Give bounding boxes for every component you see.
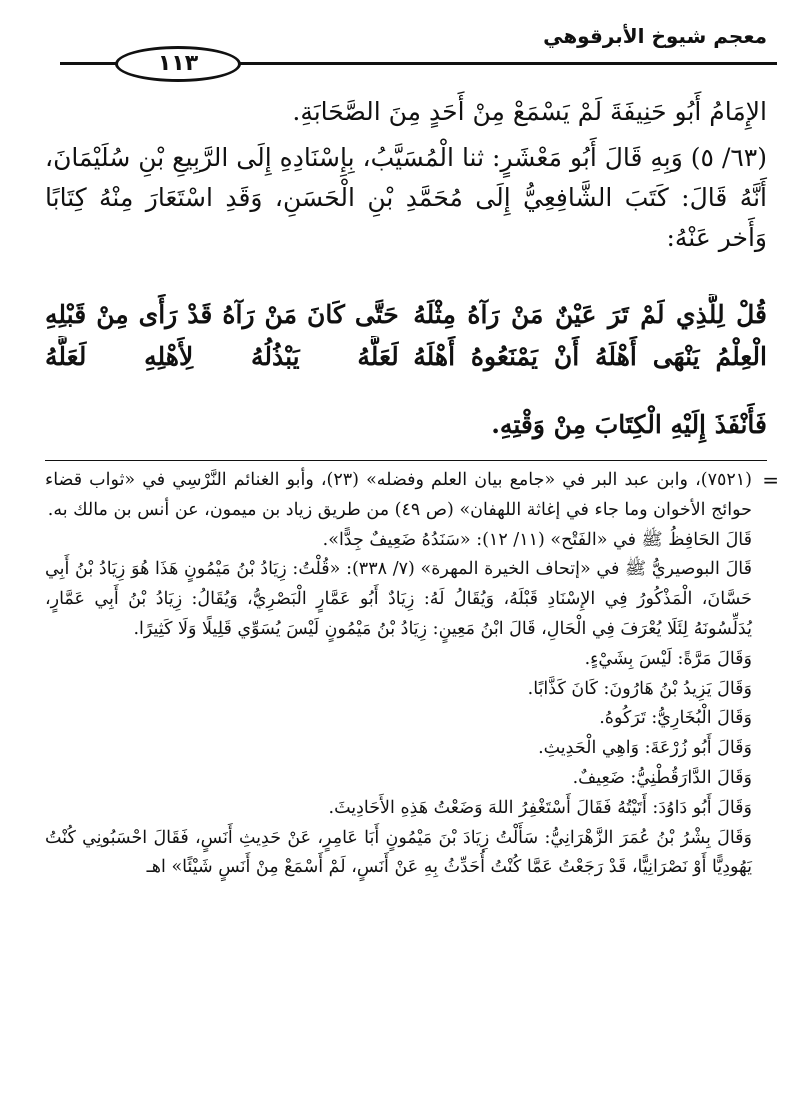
footnote-continuation-mark: =	[762, 468, 779, 492]
page-number: ١١٣	[115, 46, 241, 82]
poem	[45, 294, 767, 378]
footnotes	[45, 466, 752, 883]
verse-1-second-hemistich: حَتَّى كَانَ مَنْ رَآهُ قَدْ رَأَى مِنْ قَبْلِهِ	[45, 300, 399, 329]
footnote-separator	[45, 460, 767, 461]
footnote-line-5: وَقَالَ يَزِيدُ بْنُ هَارُونَ: كَانَ كَذَّابًا.	[527, 678, 752, 699]
running-title: معجم شيوخ الأبرقوهي	[543, 24, 767, 48]
main-paragraph-2: (٦٣/ ٥) وَبِهِ قَالَ أَبُو مَعْشَرٍ: ثنا الْمُسَيَّبُ، بِإِسْنَادِهِ إِلَى الرَّبِيعِ بْنِ سُلَيْمَانَ، أَنَّهُ قَالَ: كَتَبَ الشَّافِعِيُّ إِلَى مُحَمَّدِ بْنِ الْحَسَنِ، وَقَدِ اسْتَعَارَ مِنْهُ كِتَابًا وَأَخر عَنْهُ:	[45, 143, 767, 252]
footnote-line-6: وَقَالَ الْبُخَارِيُّ: تَرَكُوهُ.	[599, 708, 752, 729]
main-paragraph-1: الإِمَامُ أَبُو حَنِيفَةَ لَمْ يَسْمَعْ مِنْ أَحَدٍ مِنَ الصَّحَابَةِ.	[292, 97, 767, 126]
footnote-line-4: وَقَالَ مَرَّةً: لَيْسَ بِشَيْءٍ.	[584, 648, 752, 669]
footnote-line-8: وَقَالَ الدَّارَقُطْنِيُّ: ضَعِيفٌ.	[572, 767, 752, 788]
page-header	[60, 14, 777, 74]
footnote-line-2: قَالَ الحَافِظُ ﷺ في «الفَتْح» (١١/ ١٢): «سَنَدُهُ ضَعِيفٌ جِدًّا».	[322, 529, 752, 550]
footnote-line-9: وَقَالَ أَبُو دَاوُدَ: أَتَيْتُهُ فَقَالَ أَسْتَغْفِرُ اللهَ وَضَعْتُ هَذِهِ الأَحَادِيثَ.	[328, 797, 752, 818]
verse-1-first-hemistich: قُلْ لِلَّذِي لَمْ تَرَ عَيْنٌ مَنْ رَآهُ مِثْلَهُ	[413, 300, 767, 329]
verse-2	[45, 336, 767, 378]
footnote-line-1: (٧٥٢١)، وابن عبد البر في «جامع بيان العلم وفضله» (٢٣)، وأبو الغنائم النَّرْسِي في «ثواب قضاء حوائج الأخوان وما جاء في إغاثة اللهفان» (ص ٤٩) من طريق زياد بن ميمون، عن أنس بن مالك به.	[45, 470, 752, 520]
main-text	[45, 92, 767, 258]
footnote-line-10: وَقَالَ بِشْرُ بْنُ عُمَرَ الزَّهْرَانِيُّ: سَأَلْتُ زِيَادَ بْنَ مَيْمُونٍ أَبَا عَامِرٍ، عَنْ حَدِيثِ أَنَسٍ، فَقَالَ احْسَبُونِي كُنْتُ يَهُودِيًّا أَوْ نَصْرَانِيًّا، قَدْ رَجَعْتُ عَمَّا كُنْتُ أُحَدِّثُ بِهِ عَنْ أَنَسٍ، لَمْ أَسْمَعْ مِنْ أَنَسٍ شَيْئًا» اهـ	[45, 827, 752, 878]
verse-2-second-hemistich: لَعَلَّهُ يَبْذُلُهُ لِأَهْلِهِ لَعَلَّهُ	[45, 342, 399, 371]
verse-1	[45, 294, 767, 336]
verse-2-first-hemistich: الْعِلْمُ يَنْهَى أَهْلَهُ أَنْ يَمْنَعُوهُ أَهْلَهُ	[413, 342, 767, 371]
main-paragraph-3: فَأَنْفَذَ إِلَيْهِ الْكِتَابَ مِنْ وَقْتِهِ.	[491, 410, 767, 439]
footnote-line-7: وَقَالَ أَبُو زُرْعَةَ: وَاهِي الْحَدِيثِ.	[538, 738, 752, 759]
footnote-line-3: قَالَ البوصيريُّ ﷺ في «إتحاف الخيرة المهرة» (٧/ ٣٣٨): «قُلْتُ: زِيَادُ بْنُ مَيْمُونٍ هَذَا هُوَ زِيَادُ بْنُ أَبِي حَسَّانَ، الْمَذْكُورُ فِي الإِسْنَادِ قَبْلَهُ، وَيُقَالُ لَهُ: زِيَادٌ أَبُو عَمَّارٍ الْبَصْرِيُّ، وَيُقَالُ: زِيَادُ بْنُ أَبِي عَمَّارٍ، يُدَلِّسُونَهُ لِئَلَا يُعْرَفَ فِي الْحَالِ، قَالَ ابْنُ مَعِينٍ: زِيَادُ بْنُ مَيْمُونٍ لَيْسَ يُسَوِّي قَلِيلًا وَلَا كَثِيرًا.	[45, 559, 752, 639]
